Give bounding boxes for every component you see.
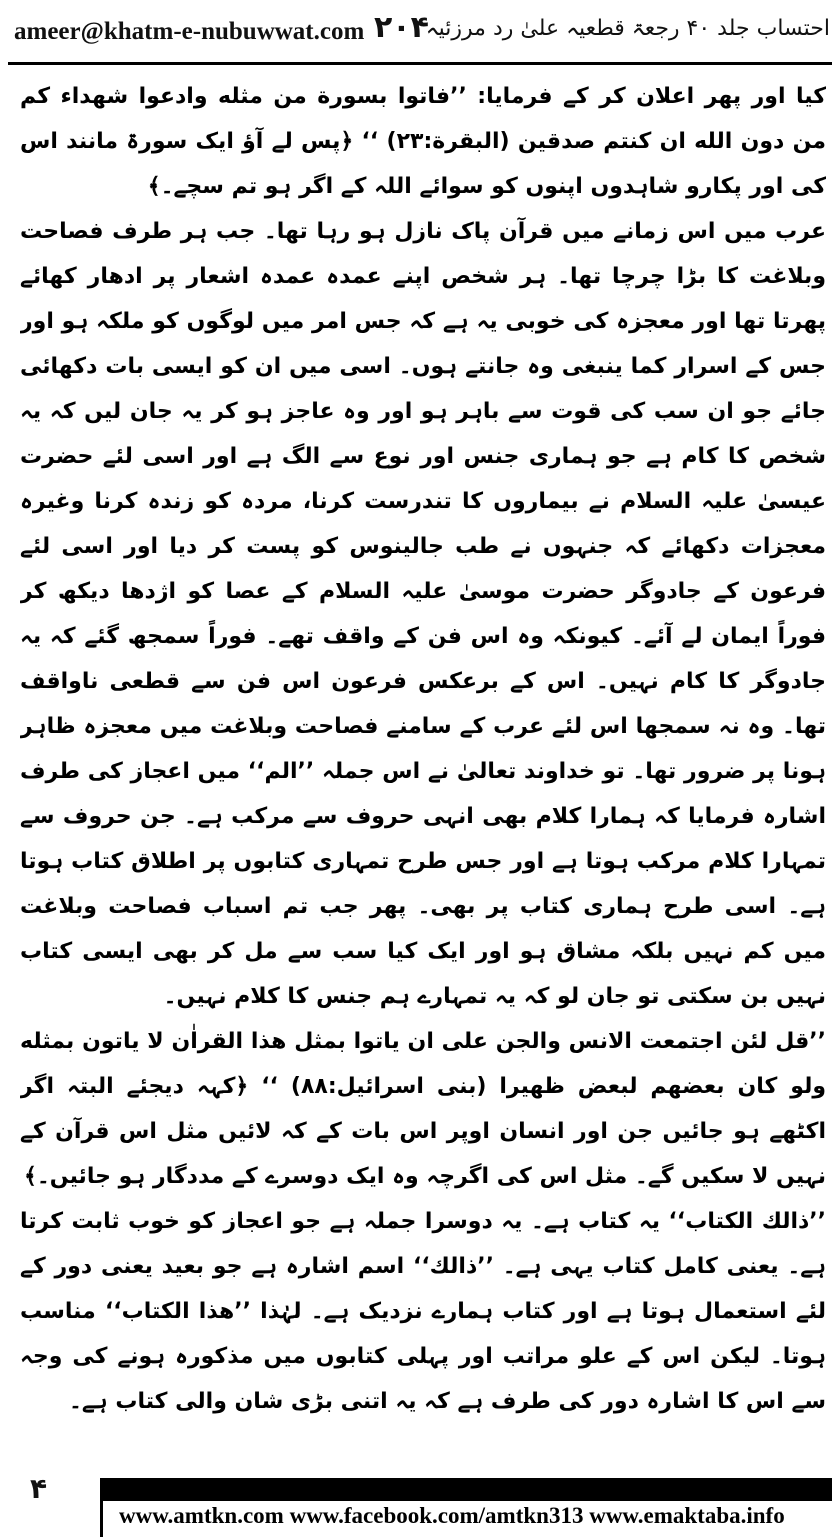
header-page-number: ۲۰۴ xyxy=(374,10,429,45)
footer-page-number: ۴ xyxy=(30,1472,48,1505)
paragraph-dhalika-alkitab: ’’ذالك الكتاب‘‘ یہ کتاب ہے۔ یہ دوسرا جملہ ہے جو اعجاز کو خوب ثابت کرتا ہے۔ یعنی کامل کتاب یہی ہے۔ ’’ذالك‘‘ اسم اشارہ ہے جو بعید یعنی دور کے لئے استعمال ہوتا ہے اور کتاب ہمارے نزدیک ہے۔ لہٰذا ’’هذا الكتاب‘‘ مناسب ہوتا۔ لیکن اس کے علو مراتب اور پہلی کتابوں میں مذکورہ ہونے کی وجہ سے اس کا اشارہ دور کی طرف ہے کہ یہ اتنی بڑی شان والی کتاب ہے۔ xyxy=(20,1209,826,1414)
footer-bar-inner xyxy=(100,1498,832,1537)
page-body xyxy=(20,74,826,1468)
footer-website-links[interactable]: www.amtkn.com www.facebook.com/amtkn313 www.emaktaba.info xyxy=(119,1503,785,1528)
page-header xyxy=(0,0,840,64)
paragraph-arab-eloquence: عرب میں اس زمانے میں قرآن پاک نازل ہو رہا تھا۔ جب ہر طرف فصاحت وبلاغت کا بڑا چرچا تھا۔ ہر شخص اپنے عمدہ عمدہ اشعار پر ادھار کھائے پھرتا تھا اور معجزہ کی خوبی یہ ہے کہ جس امر میں لوگوں کو ملکہ ہو اور جس کے اسرار کما ینبغی وہ جانتے ہوں۔ اسی میں ان کو ایسی بات دکھائی جائے جو ان سب کی قوت سے باہر ہو اور وہ عاجز ہو کر یہ جان لیں کہ یہ شخص کا کام ہے جو ہماری جنس اور نوع سے الگ ہے اور اسی لئے حضرت عیسیٰ علیہ السلام نے بیماروں کا تندرست کرنا، مردہ کو زندہ کرنا وغیرہ معجزات دکھائے کہ جنہوں نے طب جالینوس کو پست کر دیا اور اسی لئے فرعون کے جادوگر حضرت موسیٰ علیہ السلام کے عصا کو اژدھا دیکھ کر فوراً ایمان لے آئے۔ کیونکہ وہ اس فن کے واقف تھے۔ فوراً سمجھ گئے کہ یہ جادوگر کا کام نہیں۔ اس کے برعکس فرعون اس فن سے قطعی ناواقف تھا۔ وہ نہ سمجھا اس لئے عرب کے سامنے فصاحت وبلاغت میں معجزہ ظاہر ہونا پر ضرور تھا۔ تو خداوند تعالیٰ نے اس جملہ ’’الم‘‘ میں اعجاز کی طرف اشارہ فرمایا کہ ہمارا کلام بھی انہی حروف سے مرکب ہے۔ جن حروف سے تمہارا کلام مرکب ہوتا ہے اور جس طرح تمہاری کتابوں پر اطلاق کتاب ہوتا ہے۔ اسی طرح ہماری کتاب پر بھی۔ پھر جب تم اسباب فصاحت وبلاغت میں کم نہیں بلکہ مشاق ہو اور ایک کیا سب سے مل کر بھی ایسی کتاب نہیں بن سکتی تو جان لو کہ یہ تمہارے ہم جنس کا کلام نہیں۔ xyxy=(20,219,826,1009)
header-email: ameer@khatm-e-nubuwwat.com xyxy=(14,18,365,45)
paragraph-isra-verse: ’’قل لئن اجتمعت الانس والجن على ان ياتوا بمثل هذا القراٰن لا ياتون بمثله ولو كان بعضهم لبعض ظهيرا (بنی اسرائیل:۸۸) ‘‘ ﴿کہہ دیجئے البتہ اگر اکٹھے ہو جائیں جن اور انسان اوپر اس بات کے کہ لائیں مثل اس قرآن کے نہیں لا سکیں گے۔ مثل اس کی اگرچہ وہ ایک دوسرے کے مددگار ہو جائیں۔﴾ xyxy=(20,1029,826,1189)
header-divider xyxy=(8,62,832,65)
header-running-title: احتساب جلد ۴۰ رجعۃ قطعیہ علیٰ رد مرزئیہ xyxy=(425,16,830,41)
page-footer xyxy=(0,1468,840,1540)
footer-bar xyxy=(100,1478,832,1534)
paragraph-quran-challenge: کیا اور پھر اعلان کر کے فرمایا: ’’فاتوا بسورة من مثله وادعوا شهداء كم من دون الله ان كنتم صدقين (البقرة:۲۳) ‘‘ ﴿پس لے آؤ ایک سورۃ مانند اس کی اور پکارو شاہدوں اپنوں کو سوائے اللہ کے اگر ہو تم سچے۔﴾ xyxy=(20,84,826,199)
